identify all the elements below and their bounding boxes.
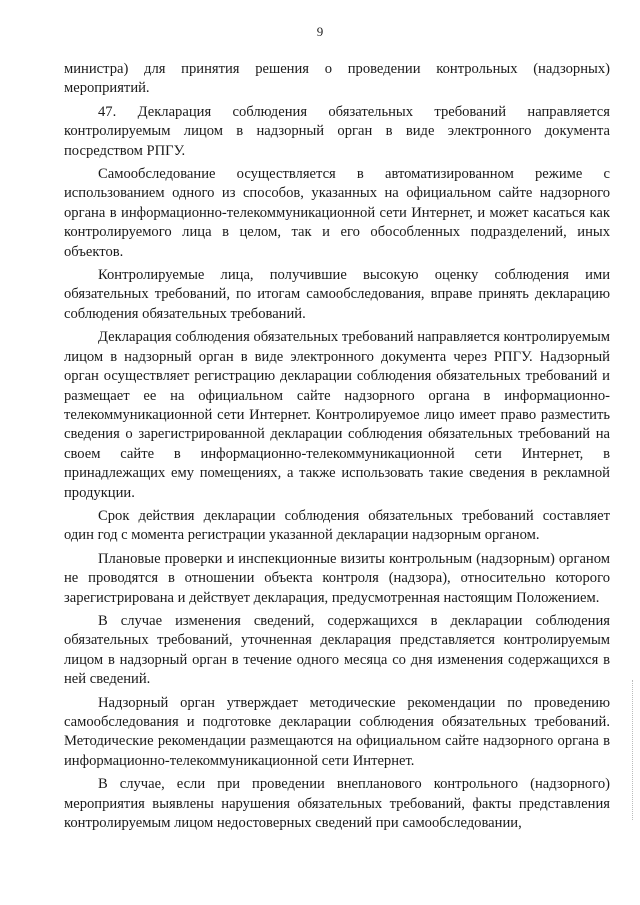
paragraph-continuation: министра) для принятия решения о проведении контрольных (надзорных) мероприятий. xyxy=(64,61,610,97)
paragraph-47-declaration: 47. Декларация соблюдения обязательных требований направляется контролируемым лицом в надзорный орган в виде электронного документа посредством РПГУ. xyxy=(64,103,610,159)
scan-edge-mark xyxy=(632,680,634,820)
paragraph-validity-term: Срок действия декларации соблюдения обязательных требований составляет один год с момента регистрации указанной декларации надзорным органом. xyxy=(64,507,610,544)
paragraph-high-rating: Контролируемые лица, получившие высокую оценку соблюдения ими обязательных требований, по итогам самообследования, вправе принять декларацию соблюдения обязательных требований. xyxy=(64,267,610,322)
page-number: 9 xyxy=(316,24,324,39)
paragraph-self-assessment: Самообследование осуществляется в автоматизированном режиме с использованием одного из способов, указанных на официальном сайте надзорного органа в информационно-телекоммуникационной сети Интернет, и может касаться как контролируемого лица в целом, так и его обособленных подразделений, иных объектов. xyxy=(64,166,610,260)
paragraph-declaration-registration: Декларация соблюдения обязательных требований направляется контролируемым лицом в надзорный орган в виде электронного документа через РПГУ. Надзорный орган осуществляет регистрацию декларации соблюдения обязательных требований и размещает ее на официальном сайте надзорного органа в информационно-телекоммуникационной сети Интернет. Контролируемое лицо имеет право разместить сведения о зарегистрированной декларации соблюдения обязательных требований на своем сайте в информационно-телекоммуникационной сети Интернет, в принадлежащих ему помещениях, а также использовать такие сведения в рекламной продукции. xyxy=(64,329,610,501)
paragraph-methodical-recommendations: Надзорный орган утверждает методические рекомендации по проведению самообследования и подготовке декларации соблюдения обязательных требований. Методические рекомендации размещаются на официальном сайте надзорного органа в информационно-телекоммуникационной сети Интернет. xyxy=(64,694,610,769)
paragraph-unscheduled-inspection: В случае, если при проведении внепланового контрольного (надзорного) мероприятия выявлены нарушения обязательных требований, факты представления контролируемым лицом недостоверных сведений при самообследовании, xyxy=(64,776,610,832)
paragraph-changes: В случае изменения сведений, содержащихся в декларации соблюдения обязательных требований, уточненная декларация представляется контролируемым лицом в надзорный орган в течение одного месяца со дня изменения содержащихся в ней сведений. xyxy=(64,612,610,688)
page-body xyxy=(64,60,610,833)
paragraph-planned-inspections: Плановые проверки и инспекционные визиты контрольным (надзорным) органом не проводятся в отношении объекта контроля (надзора), относительно которого зарегистрирована и действует декларация, предусмотренная настоящим Положением. xyxy=(64,550,610,606)
